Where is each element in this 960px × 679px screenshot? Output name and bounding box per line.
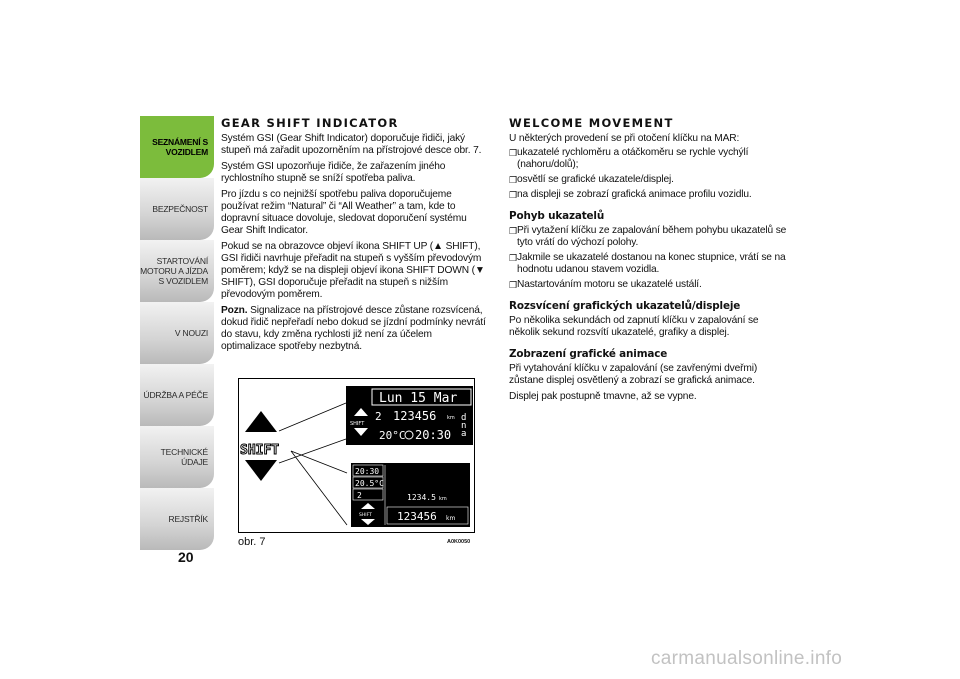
paragraph: Displej pak postupně tmavne, až se vypne. xyxy=(509,391,697,402)
display-side-char-d: d xyxy=(461,413,467,423)
display-bottom-shift: SHIFT xyxy=(359,513,372,518)
checkbox-bullet-icon: ❒ xyxy=(509,253,517,263)
tab-seznameni[interactable]: SEZNÁMENÍ S VOZIDLEM xyxy=(140,116,214,178)
list-item: ❒ na displeji se zobrazí grafická animace profilu vozidlu. xyxy=(509,189,752,200)
display-gear: 2 xyxy=(375,410,382,423)
section-heading-gsi: GEAR SHIFT INDICATOR xyxy=(221,116,399,130)
paragraph: Systém GSI upozorňuje řidiče, že zařazením jiného rychlostního stupně se sníží spotřeba paliva. xyxy=(221,161,446,184)
watermark: carmanualsonline.info xyxy=(651,648,843,669)
subheading-zobrazeni: Zobrazení grafické animace xyxy=(509,348,668,360)
display-time: 20:30 xyxy=(415,428,452,442)
list-item: ❒ Při vytažení klíčku ze zapalování během pohybu ukazatelů se tyto vrátí do výchozí polohy. xyxy=(509,225,787,248)
display-temp: 20°C xyxy=(379,429,406,442)
display-odometer: 123456 xyxy=(393,409,437,423)
checkbox-bullet-icon: ❒ xyxy=(509,148,517,158)
dashboard-illustration xyxy=(239,379,475,533)
tab-technicke-udaje[interactable]: TECHNICKÉ ÚDAJE xyxy=(140,426,214,488)
display-side-char-a: a xyxy=(461,429,467,439)
clock-icon xyxy=(405,431,413,439)
figure-caption: obr. 7 xyxy=(238,536,266,548)
paragraph: Pro jízdu s co nejnižší spotřebu paliva doporučujeme používat režim “Natural” či “All Weather” a tam, kde to dopravní situace dovoluje, sledovat doporučení systému Gear Shift Indicator. xyxy=(221,189,467,236)
checkbox-bullet-icon: ❒ xyxy=(509,190,517,200)
page-number: 20 xyxy=(178,549,194,565)
list-item: ❒ Nastartováním motoru se ukazatelé ustálí. xyxy=(509,279,702,290)
display-odo-unit: km xyxy=(447,415,455,421)
display-bottom-odo: 123456 xyxy=(397,510,437,523)
list-item: ❒ Jakmile se ukazatelé dostanou na konec stupnice, vrátí se na hodnotu udanou stavem vozidla. xyxy=(509,252,786,275)
display-bottom-gear: 2 xyxy=(357,491,362,500)
tab-startovani[interactable]: STARTOVÁNÍ MOTORU A JÍZDA S VOZIDLEM xyxy=(140,240,214,302)
figure-dashboard-display xyxy=(238,378,475,533)
triangle-up-icon: ▲ xyxy=(433,241,443,252)
pointer-line xyxy=(279,403,346,431)
display-trip-unit: km xyxy=(439,496,447,502)
display-date: Lun 15 Mar xyxy=(379,391,458,406)
note-paragraph: Pozn. Signalizace na přístrojové desce zůstane rozsvícená, dokud řidič nepřeřadí nebo dokud se jízdní podmínky nevrátí do stavu, kdy změna rychlosti již není za účelem optimalizace spotřeby nezbytná. xyxy=(221,305,486,352)
paragraph: U některých provedení se při otočení klíčku na MAR: xyxy=(509,133,740,144)
tab-udrzba[interactable]: ÚDRŽBA A PÉČE xyxy=(140,364,214,426)
display-trip: 1234.5 xyxy=(407,493,436,502)
display-shift-label: SHIFT xyxy=(350,421,365,427)
checkbox-bullet-icon: ❒ xyxy=(509,175,517,185)
display-side-char-n: n xyxy=(461,421,467,431)
paragraph: Při vytahování klíčku v zapalování (se zavřenými dveřmi) zůstane displej osvětlený a zobrazí se grafická animace. xyxy=(509,363,758,386)
shift-large-label: SHIFT xyxy=(240,443,280,458)
list-item: ❒ ukazatelé rychloměru a otáčkoměru se rychle vychýlí (nahoru/dolů); xyxy=(509,147,749,170)
paragraph-shift-icons: Pokud se na obrazovce objeví ikona SHIFT UP (▲ SHIFT), GSI řidiči navrhuje přeřadit na stupeň s vyšším převodovým poměrem; když se na displeji objeví ikona SHIFT DOWN (▼ SHIFT), GSI doporučuje přeřadit na stupeň s nižším převodovým poměrem. xyxy=(221,241,485,300)
paragraph: Po několika sekundách od zapnutí klíčku v zapalování se několik sekund rozsvítí ukazatelé, grafiky a displej. xyxy=(509,315,759,338)
triangle-down-icon: ▼ xyxy=(474,265,485,276)
list-item: ❒ osvětlí se grafické ukazatele/displej. xyxy=(509,174,674,185)
left-column xyxy=(221,116,489,357)
paragraph: Systém GSI (Gear Shift Indicator) doporučuje řidiči, jaký stupeň má zařadit upozorněním na přístrojové desce obr. 7. xyxy=(221,133,482,156)
tab-v-nouzi[interactable]: V NOUZI xyxy=(140,302,214,364)
shift-down-arrow-icon xyxy=(245,460,277,481)
checkbox-bullet-icon: ❒ xyxy=(509,280,517,290)
display-bottom-odo-unit: km xyxy=(446,515,456,522)
right-column xyxy=(509,116,789,407)
figure-code: A0K0050 xyxy=(447,539,471,545)
subheading-pohyb: Pohyb ukazatelů xyxy=(509,210,605,222)
checkbox-bullet-icon: ❒ xyxy=(509,226,517,236)
subheading-rozsviceni: Rozsvícení grafických ukazatelů/displeje xyxy=(509,300,741,312)
shift-up-arrow-icon xyxy=(245,411,277,432)
tab-bezpecnost[interactable]: BEZPEČNOST xyxy=(140,178,214,240)
tab-rejstrik[interactable]: REJSTŘÍK xyxy=(140,488,214,550)
section-heading-welcome: WELCOME MOVEMENT xyxy=(509,116,674,130)
display-bottom-temp: 20.5°C xyxy=(355,479,384,488)
display-bottom-time: 20:30 xyxy=(355,467,380,476)
